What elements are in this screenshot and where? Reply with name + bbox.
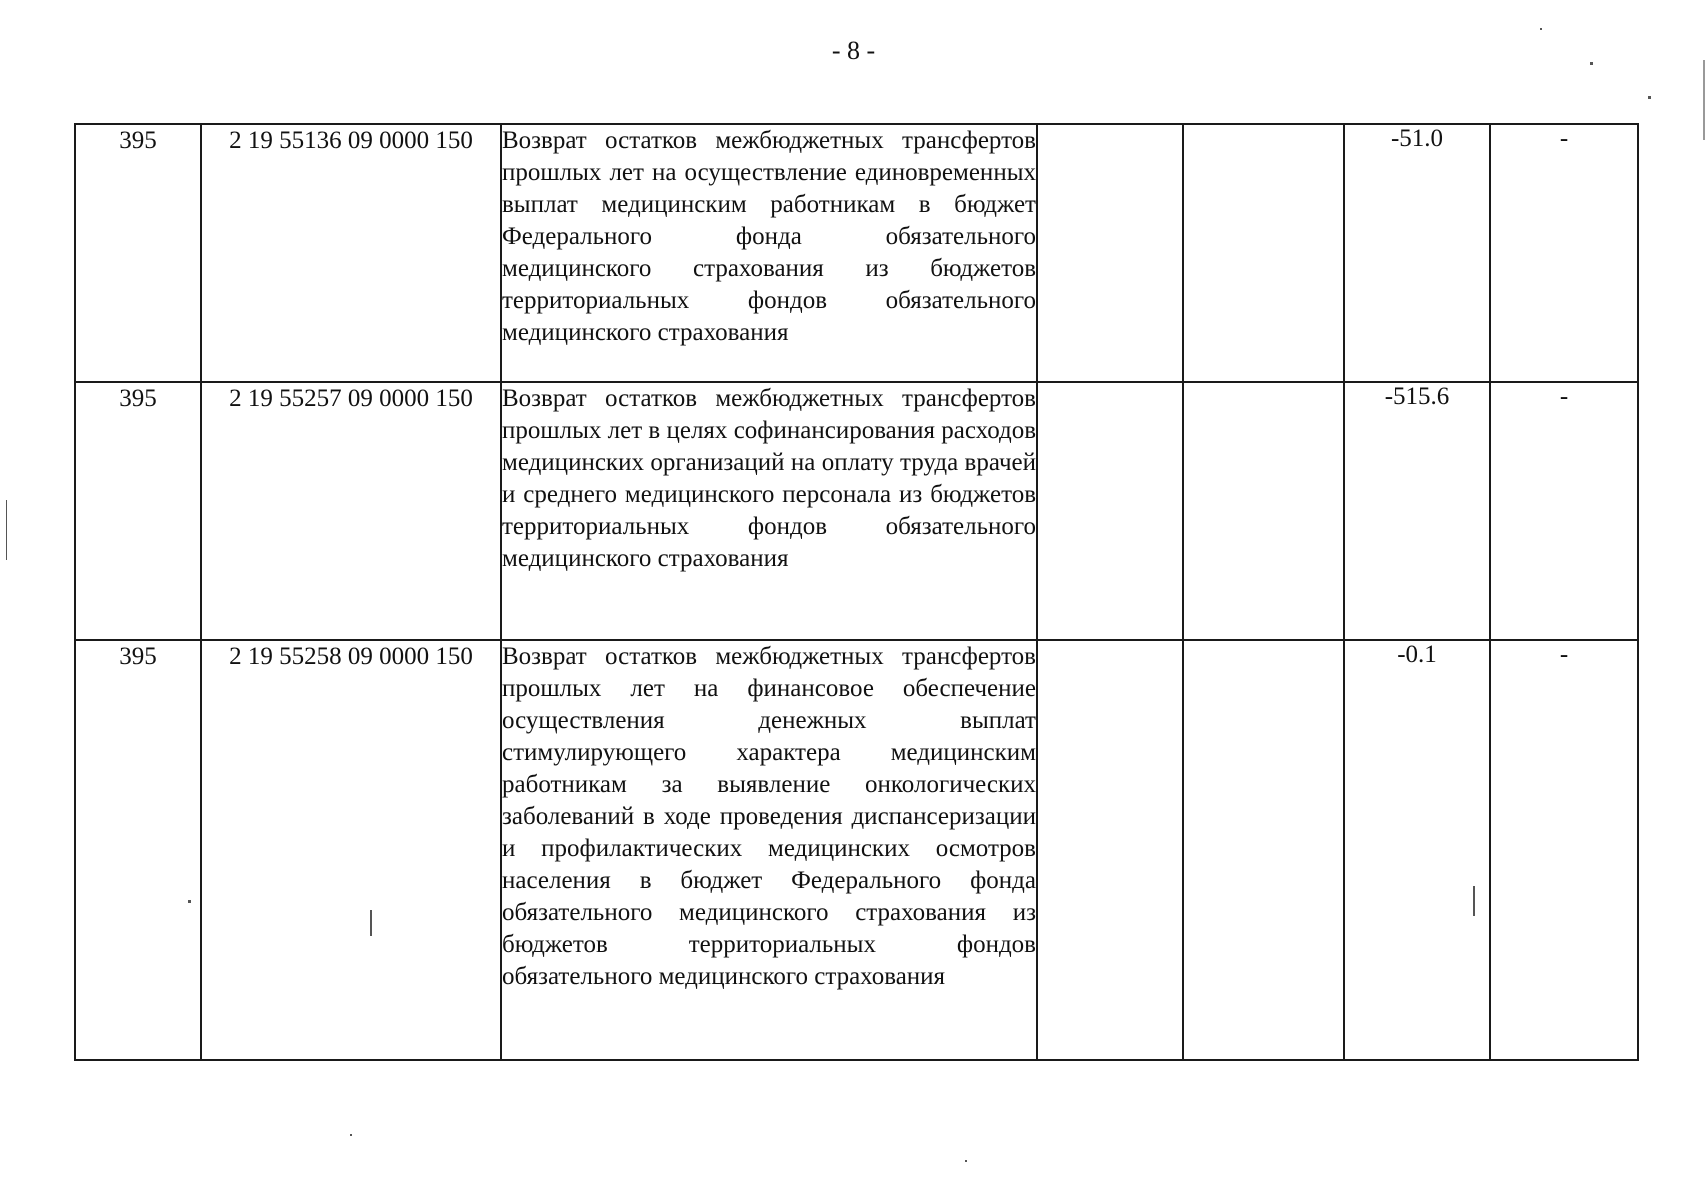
page-number: - 8 - [831,36,876,65]
description-cell: Возврат остатков межбюджетных трансфертов прошлых лет на осуществление единовременных выплат медицинским работникам в бюджет Федерального фонда обязательного медицинского страхования из бюджетов территориальных фондов обязательного медицинского страхования [501,124,1037,382]
scan-speck [350,1134,352,1136]
budget-code-cell: 2 19 55258 09 0000 150 [201,640,501,1060]
value-cell-5 [1183,124,1344,382]
value-cell-4 [1037,382,1183,640]
scan-speck [6,500,7,560]
scan-speck [965,1160,967,1162]
scan-speck [188,900,191,903]
scan-edge-mark [1703,60,1705,140]
scan-speck [1473,886,1475,916]
admin-code-cell: 395 [75,382,201,640]
value-cell-4 [1037,124,1183,382]
table-row [75,124,1638,382]
scan-speck [370,910,372,936]
admin-code-cell: 395 [75,124,201,382]
value-cell-7: - [1490,124,1638,382]
scan-speck [1590,62,1593,65]
amount-cell: -0.1 [1344,640,1490,1060]
table-row [75,640,1638,1060]
value-cell-7: - [1490,640,1638,1060]
value-cell-7: - [1490,382,1638,640]
table-row [75,382,1638,640]
budget-code-cell: 2 19 55136 09 0000 150 [201,124,501,382]
description-cell: Возврат остатков межбюджетных трансфертов прошлых лет на финансовое обеспечение осуществления денежных выплат стимулирующего характера медицинским работникам за выявление онкологических заболеваний в ходе проведения диспансеризации и профилактических медицинских осмотров населения в бюджет Федерального фонда обязательного медицинского страхования из бюджетов территориальных фондов обязательного медицинского страхования [501,640,1037,1060]
budget-table [74,123,1639,1061]
value-cell-5 [1183,382,1344,640]
scan-speck [1648,96,1651,99]
admin-code-cell: 395 [75,640,201,1060]
value-cell-4 [1037,640,1183,1060]
budget-code-cell: 2 19 55257 09 0000 150 [201,382,501,640]
scan-speck [1540,28,1542,30]
description-cell: Возврат остатков межбюджетных трансфертов прошлых лет в целях софинансирования расходов медицинских организаций на оплату труда врачей и среднего медицинского персонала из бюджетов территориальных фондов обязательного медицинского страхования [501,382,1037,640]
amount-cell: -51.0 [1344,124,1490,382]
amount-cell: -515.6 [1344,382,1490,640]
value-cell-5 [1183,640,1344,1060]
